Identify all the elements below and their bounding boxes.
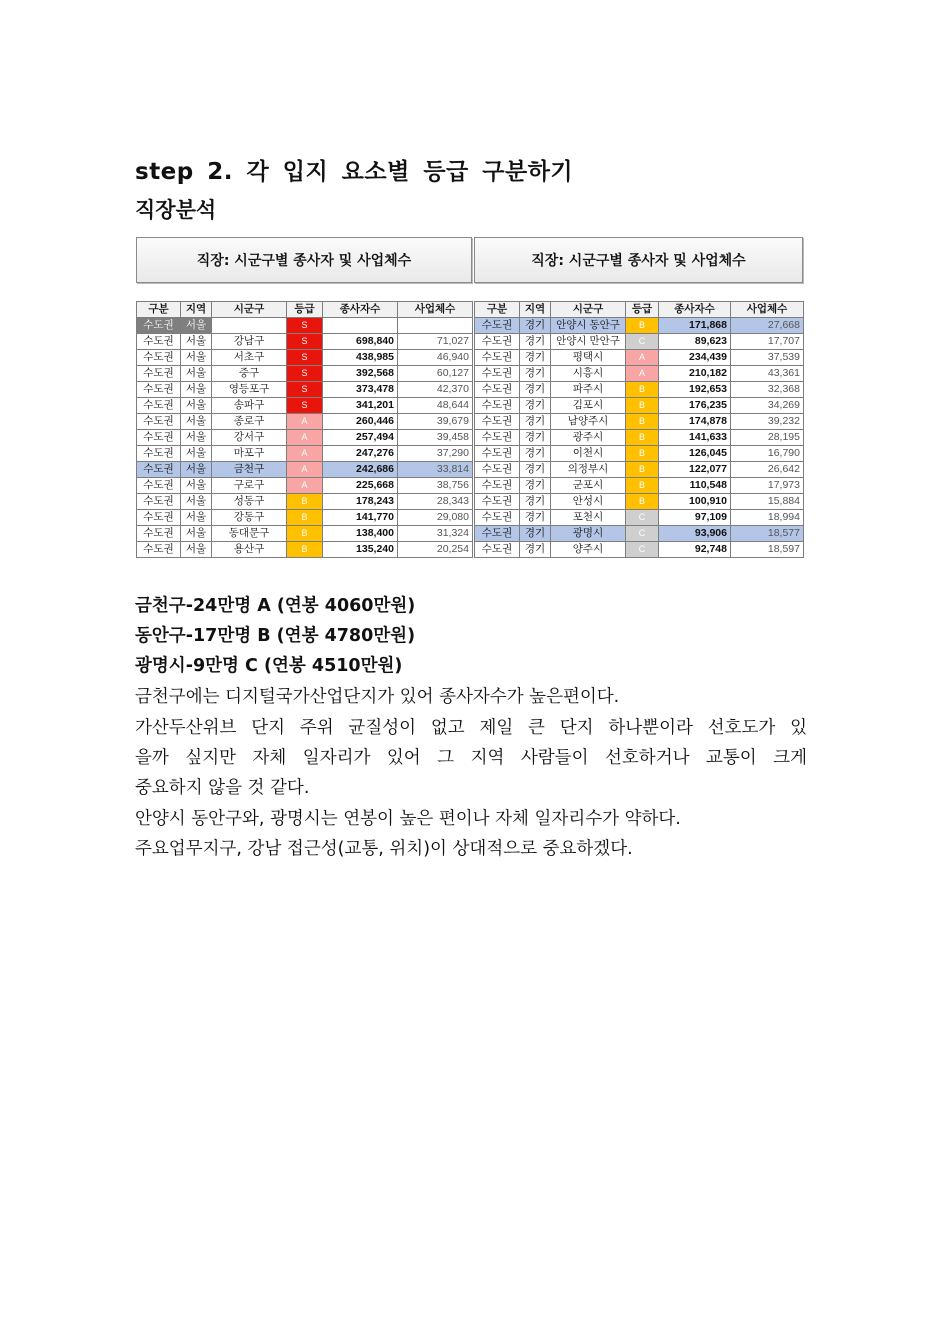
grade-cell: S (287, 334, 323, 350)
grade-cell: A (287, 462, 323, 478)
table-row (475, 494, 804, 510)
grade-cell: B (287, 494, 323, 510)
employees-cell: 242,686 (323, 462, 398, 478)
table-row (475, 382, 804, 398)
employees-cell: 438,985 (323, 350, 398, 366)
district-cell: 중구 (212, 366, 287, 382)
grade-cell: B (626, 382, 659, 398)
table-row (137, 430, 473, 446)
grade-cell: A (287, 478, 323, 494)
grade-cell: B (287, 542, 323, 558)
left-table-title-box (136, 237, 472, 283)
employees-cell: 110,548 (659, 478, 731, 494)
grade-cell: A (626, 366, 659, 382)
district-cell: 성동구 (212, 494, 287, 510)
region-cell: 수도권 (475, 430, 520, 446)
grade-cell: B (626, 318, 659, 334)
area-cell: 서울 (181, 462, 212, 478)
businesses-cell: 16,790 (731, 446, 804, 462)
region-cell: 수도권 (137, 318, 181, 334)
table-row (475, 462, 804, 478)
column-header: 지역 (520, 302, 551, 318)
area-cell: 서울 (181, 350, 212, 366)
district-cell: 마포구 (212, 446, 287, 462)
column-header: 구분 (137, 302, 181, 318)
table-row (137, 510, 473, 526)
table-row (475, 414, 804, 430)
district-cell: 종로구 (212, 414, 287, 430)
district-cell: 서초구 (212, 350, 287, 366)
employees-cell: 141,770 (323, 510, 398, 526)
grade-cell: A (626, 350, 659, 366)
district-cell: 시흥시 (551, 366, 626, 382)
grade-cell: C (626, 334, 659, 350)
right-employment-table (474, 301, 804, 558)
businesses-cell: 32,368 (731, 382, 804, 398)
district-cell: 강동구 (212, 510, 287, 526)
grade-cell: S (287, 366, 323, 382)
district-cell: 파주시 (551, 382, 626, 398)
district-cell: 남양주시 (551, 414, 626, 430)
grade-cell: B (626, 462, 659, 478)
employees-cell: 171,868 (659, 318, 731, 334)
area-cell: 경기 (520, 382, 551, 398)
region-cell: 수도권 (475, 350, 520, 366)
region-cell: 수도권 (475, 542, 520, 558)
employees-cell: 138,400 (323, 526, 398, 542)
businesses-cell: 43,361 (731, 366, 804, 382)
businesses-cell: 34,269 (731, 398, 804, 414)
district-cell: 강남구 (212, 334, 287, 350)
businesses-cell: 28,343 (398, 494, 473, 510)
grade-cell: A (287, 446, 323, 462)
area-cell: 경기 (520, 430, 551, 446)
area-cell: 경기 (520, 542, 551, 558)
region-cell: 수도권 (475, 334, 520, 350)
employees-cell: 93,906 (659, 526, 731, 542)
table-row (137, 350, 473, 366)
column-header: 종사자수 (659, 302, 731, 318)
table-header-row (137, 302, 473, 318)
section-subheading: 직장분석 (135, 198, 217, 222)
district-cell: 군포시 (551, 478, 626, 494)
district-cell: 동대문구 (212, 526, 287, 542)
table-row (475, 430, 804, 446)
region-cell: 수도권 (137, 430, 181, 446)
right-table-title-box (474, 237, 803, 283)
region-cell: 수도권 (475, 462, 520, 478)
paragraph-line-5: 안양시 동안구와, 광명시는 연봉이 높은 편이나 자체 일자리수가 약하다. (135, 809, 681, 829)
district-cell: 광명시 (551, 526, 626, 542)
table-row (475, 542, 804, 558)
table-row (475, 398, 804, 414)
district-cell: 의정부시 (551, 462, 626, 478)
businesses-cell: 48,644 (398, 398, 473, 414)
district-cell: 광주시 (551, 430, 626, 446)
area-cell: 서울 (181, 478, 212, 494)
grade-cell: A (287, 414, 323, 430)
region-cell: 수도권 (475, 382, 520, 398)
area-cell: 서울 (181, 526, 212, 542)
employees-cell: 260,446 (323, 414, 398, 430)
employees-cell: 341,201 (323, 398, 398, 414)
page-heading: step 2. 각 입지 요소별 등급 구분하기 (135, 159, 574, 185)
paragraph-line-6: 주요업무지구, 강남 접근성(교통, 위치)이 상대적으로 중요하겠다. (135, 839, 633, 859)
region-cell: 수도권 (475, 526, 520, 542)
employees-cell: 392,568 (323, 366, 398, 382)
district-cell: 용산구 (212, 542, 287, 558)
column-header: 지역 (181, 302, 212, 318)
grade-cell: B (287, 510, 323, 526)
table-row (475, 478, 804, 494)
table-row (137, 318, 473, 334)
area-cell: 경기 (520, 446, 551, 462)
employees-cell: 176,235 (659, 398, 731, 414)
district-cell: 금천구 (212, 462, 287, 478)
area-cell: 경기 (520, 494, 551, 510)
paragraph-line-4: 중요하지 않을 것 같다. (135, 778, 310, 798)
district-cell: 강서구 (212, 430, 287, 446)
table-row (475, 334, 804, 350)
table-row (475, 366, 804, 382)
area-cell: 서울 (181, 398, 212, 414)
businesses-cell: 46,940 (398, 350, 473, 366)
table-row (475, 318, 804, 334)
area-cell: 경기 (520, 510, 551, 526)
businesses-cell: 39,232 (731, 414, 804, 430)
region-cell: 수도권 (137, 526, 181, 542)
left-employment-table (136, 301, 473, 558)
table-row (137, 494, 473, 510)
employees-cell: 100,910 (659, 494, 731, 510)
table-row (137, 382, 473, 398)
area-cell: 경기 (520, 414, 551, 430)
employees-cell: 174,878 (659, 414, 731, 430)
paragraph-line-3: 을까 싶지만 자체 일자리가 있어 그 지역 사람들이 선호하거나 교통이 크게 (135, 748, 807, 768)
table-row (137, 462, 473, 478)
area-cell: 서울 (181, 430, 212, 446)
table-row (137, 334, 473, 350)
table-row (137, 542, 473, 558)
region-cell: 수도권 (475, 446, 520, 462)
region-cell: 수도권 (475, 478, 520, 494)
employees-cell: 89,623 (659, 334, 731, 350)
employees-cell: 698,840 (323, 334, 398, 350)
businesses-cell: 71,027 (398, 334, 473, 350)
area-cell: 서울 (181, 382, 212, 398)
region-cell: 수도권 (475, 366, 520, 382)
businesses-cell: 37,290 (398, 446, 473, 462)
grade-cell: S (287, 398, 323, 414)
employees-cell: 178,243 (323, 494, 398, 510)
district-cell: 송파구 (212, 398, 287, 414)
employees-cell: 257,494 (323, 430, 398, 446)
region-cell: 수도권 (137, 334, 181, 350)
employees-cell: 141,633 (659, 430, 731, 446)
employees-cell: 122,077 (659, 462, 731, 478)
table-row (475, 510, 804, 526)
district-cell: 이천시 (551, 446, 626, 462)
employees-cell: 92,748 (659, 542, 731, 558)
area-cell: 서울 (181, 334, 212, 350)
column-header: 구분 (475, 302, 520, 318)
region-cell: 수도권 (137, 366, 181, 382)
grade-cell: C (626, 510, 659, 526)
region-cell: 수도권 (137, 478, 181, 494)
column-header: 등급 (626, 302, 659, 318)
region-cell: 수도권 (475, 414, 520, 430)
district-cell: 양주시 (551, 542, 626, 558)
area-cell: 경기 (520, 318, 551, 334)
grade-cell: S (287, 318, 323, 334)
businesses-cell: 31,324 (398, 526, 473, 542)
paragraph-line-1: 금천구에는 디지털국가산업단지가 있어 종사자수가 높은편이다. (135, 687, 620, 707)
employees-cell: 247,276 (323, 446, 398, 462)
grade-cell: C (626, 526, 659, 542)
grade-cell: B (626, 398, 659, 414)
businesses-cell: 28,195 (731, 430, 804, 446)
employees-cell (323, 318, 398, 334)
businesses-cell: 39,458 (398, 430, 473, 446)
businesses-cell (398, 318, 473, 334)
grade-cell: S (287, 350, 323, 366)
grade-cell: C (626, 542, 659, 558)
businesses-cell: 42,370 (398, 382, 473, 398)
grade-cell: B (626, 414, 659, 430)
employees-cell: 97,109 (659, 510, 731, 526)
businesses-cell: 39,679 (398, 414, 473, 430)
table-row (137, 398, 473, 414)
table-row (475, 350, 804, 366)
businesses-cell: 17,707 (731, 334, 804, 350)
area-cell: 경기 (520, 366, 551, 382)
column-header: 시군구 (212, 302, 287, 318)
region-cell: 수도권 (475, 318, 520, 334)
district-cell: 안양시 만안구 (551, 334, 626, 350)
column-header: 사업체수 (731, 302, 804, 318)
column-header: 종사자수 (323, 302, 398, 318)
right-table-title: 직장: 시군구별 종사자 및 사업체수 (474, 237, 803, 283)
table-header-row (475, 302, 804, 318)
table-row (137, 526, 473, 542)
area-cell: 경기 (520, 398, 551, 414)
businesses-cell: 60,127 (398, 366, 473, 382)
region-cell: 수도권 (137, 350, 181, 366)
area-cell: 서울 (181, 414, 212, 430)
area-cell: 경기 (520, 350, 551, 366)
grade-cell: S (287, 382, 323, 398)
employees-cell: 126,045 (659, 446, 731, 462)
region-cell: 수도권 (475, 398, 520, 414)
area-cell: 서울 (181, 494, 212, 510)
table-row (137, 478, 473, 494)
businesses-cell: 18,577 (731, 526, 804, 542)
region-cell: 수도권 (137, 462, 181, 478)
district-cell: 안성시 (551, 494, 626, 510)
table-row (137, 366, 473, 382)
grade-cell: A (287, 430, 323, 446)
employees-cell: 373,478 (323, 382, 398, 398)
businesses-cell: 15,884 (731, 494, 804, 510)
businesses-cell: 38,756 (398, 478, 473, 494)
district-cell: 영등포구 (212, 382, 287, 398)
table-row (137, 446, 473, 462)
summary-line-geumcheon: 금천구-24만명 A (연봉 4060만원) (135, 596, 416, 616)
businesses-cell: 33,814 (398, 462, 473, 478)
district-cell: 평택시 (551, 350, 626, 366)
employees-cell: 210,182 (659, 366, 731, 382)
region-cell: 수도권 (475, 494, 520, 510)
district-cell: 김포시 (551, 398, 626, 414)
region-cell: 수도권 (137, 494, 181, 510)
district-cell: 포천시 (551, 510, 626, 526)
area-cell: 경기 (520, 462, 551, 478)
region-cell: 수도권 (137, 446, 181, 462)
table-row (137, 414, 473, 430)
employees-cell: 135,240 (323, 542, 398, 558)
left-table-title: 직장: 시군구별 종사자 및 사업체수 (136, 237, 472, 283)
table-row (475, 526, 804, 542)
employees-cell: 234,439 (659, 350, 731, 366)
grade-cell: B (626, 446, 659, 462)
region-cell: 수도권 (137, 382, 181, 398)
region-cell: 수도권 (137, 510, 181, 526)
area-cell: 서울 (181, 510, 212, 526)
grade-cell: B (626, 494, 659, 510)
summary-line-gwangmyeong: 광명시-9만명 C (연봉 4510만원) (135, 656, 403, 676)
area-cell: 경기 (520, 526, 551, 542)
column-header: 시군구 (551, 302, 626, 318)
region-cell: 수도권 (137, 542, 181, 558)
region-cell: 수도권 (475, 510, 520, 526)
table-row (475, 446, 804, 462)
area-cell: 경기 (520, 478, 551, 494)
employees-cell: 225,668 (323, 478, 398, 494)
businesses-cell: 29,080 (398, 510, 473, 526)
employees-cell: 192,653 (659, 382, 731, 398)
businesses-cell: 37,539 (731, 350, 804, 366)
businesses-cell: 20,254 (398, 542, 473, 558)
businesses-cell: 18,994 (731, 510, 804, 526)
area-cell: 서울 (181, 318, 212, 334)
paragraph-line-2: 가산두산위브 단지 주위 균질성이 없고 제일 큰 단지 하나뿐이라 선호도가 있 (135, 718, 807, 738)
district-cell (212, 318, 287, 334)
district-cell: 구로구 (212, 478, 287, 494)
businesses-cell: 18,597 (731, 542, 804, 558)
grade-cell: B (626, 430, 659, 446)
businesses-cell: 17,973 (731, 478, 804, 494)
region-cell: 수도권 (137, 398, 181, 414)
grade-cell: B (626, 478, 659, 494)
district-cell: 안양시 동안구 (551, 318, 626, 334)
area-cell: 서울 (181, 542, 212, 558)
region-cell: 수도권 (137, 414, 181, 430)
businesses-cell: 26,642 (731, 462, 804, 478)
area-cell: 경기 (520, 334, 551, 350)
column-header: 등급 (287, 302, 323, 318)
summary-line-dongan: 동안구-17만명 B (연봉 4780만원) (135, 626, 416, 646)
grade-cell: B (287, 526, 323, 542)
area-cell: 서울 (181, 366, 212, 382)
column-header: 사업체수 (398, 302, 473, 318)
area-cell: 서울 (181, 446, 212, 462)
businesses-cell: 27,668 (731, 318, 804, 334)
